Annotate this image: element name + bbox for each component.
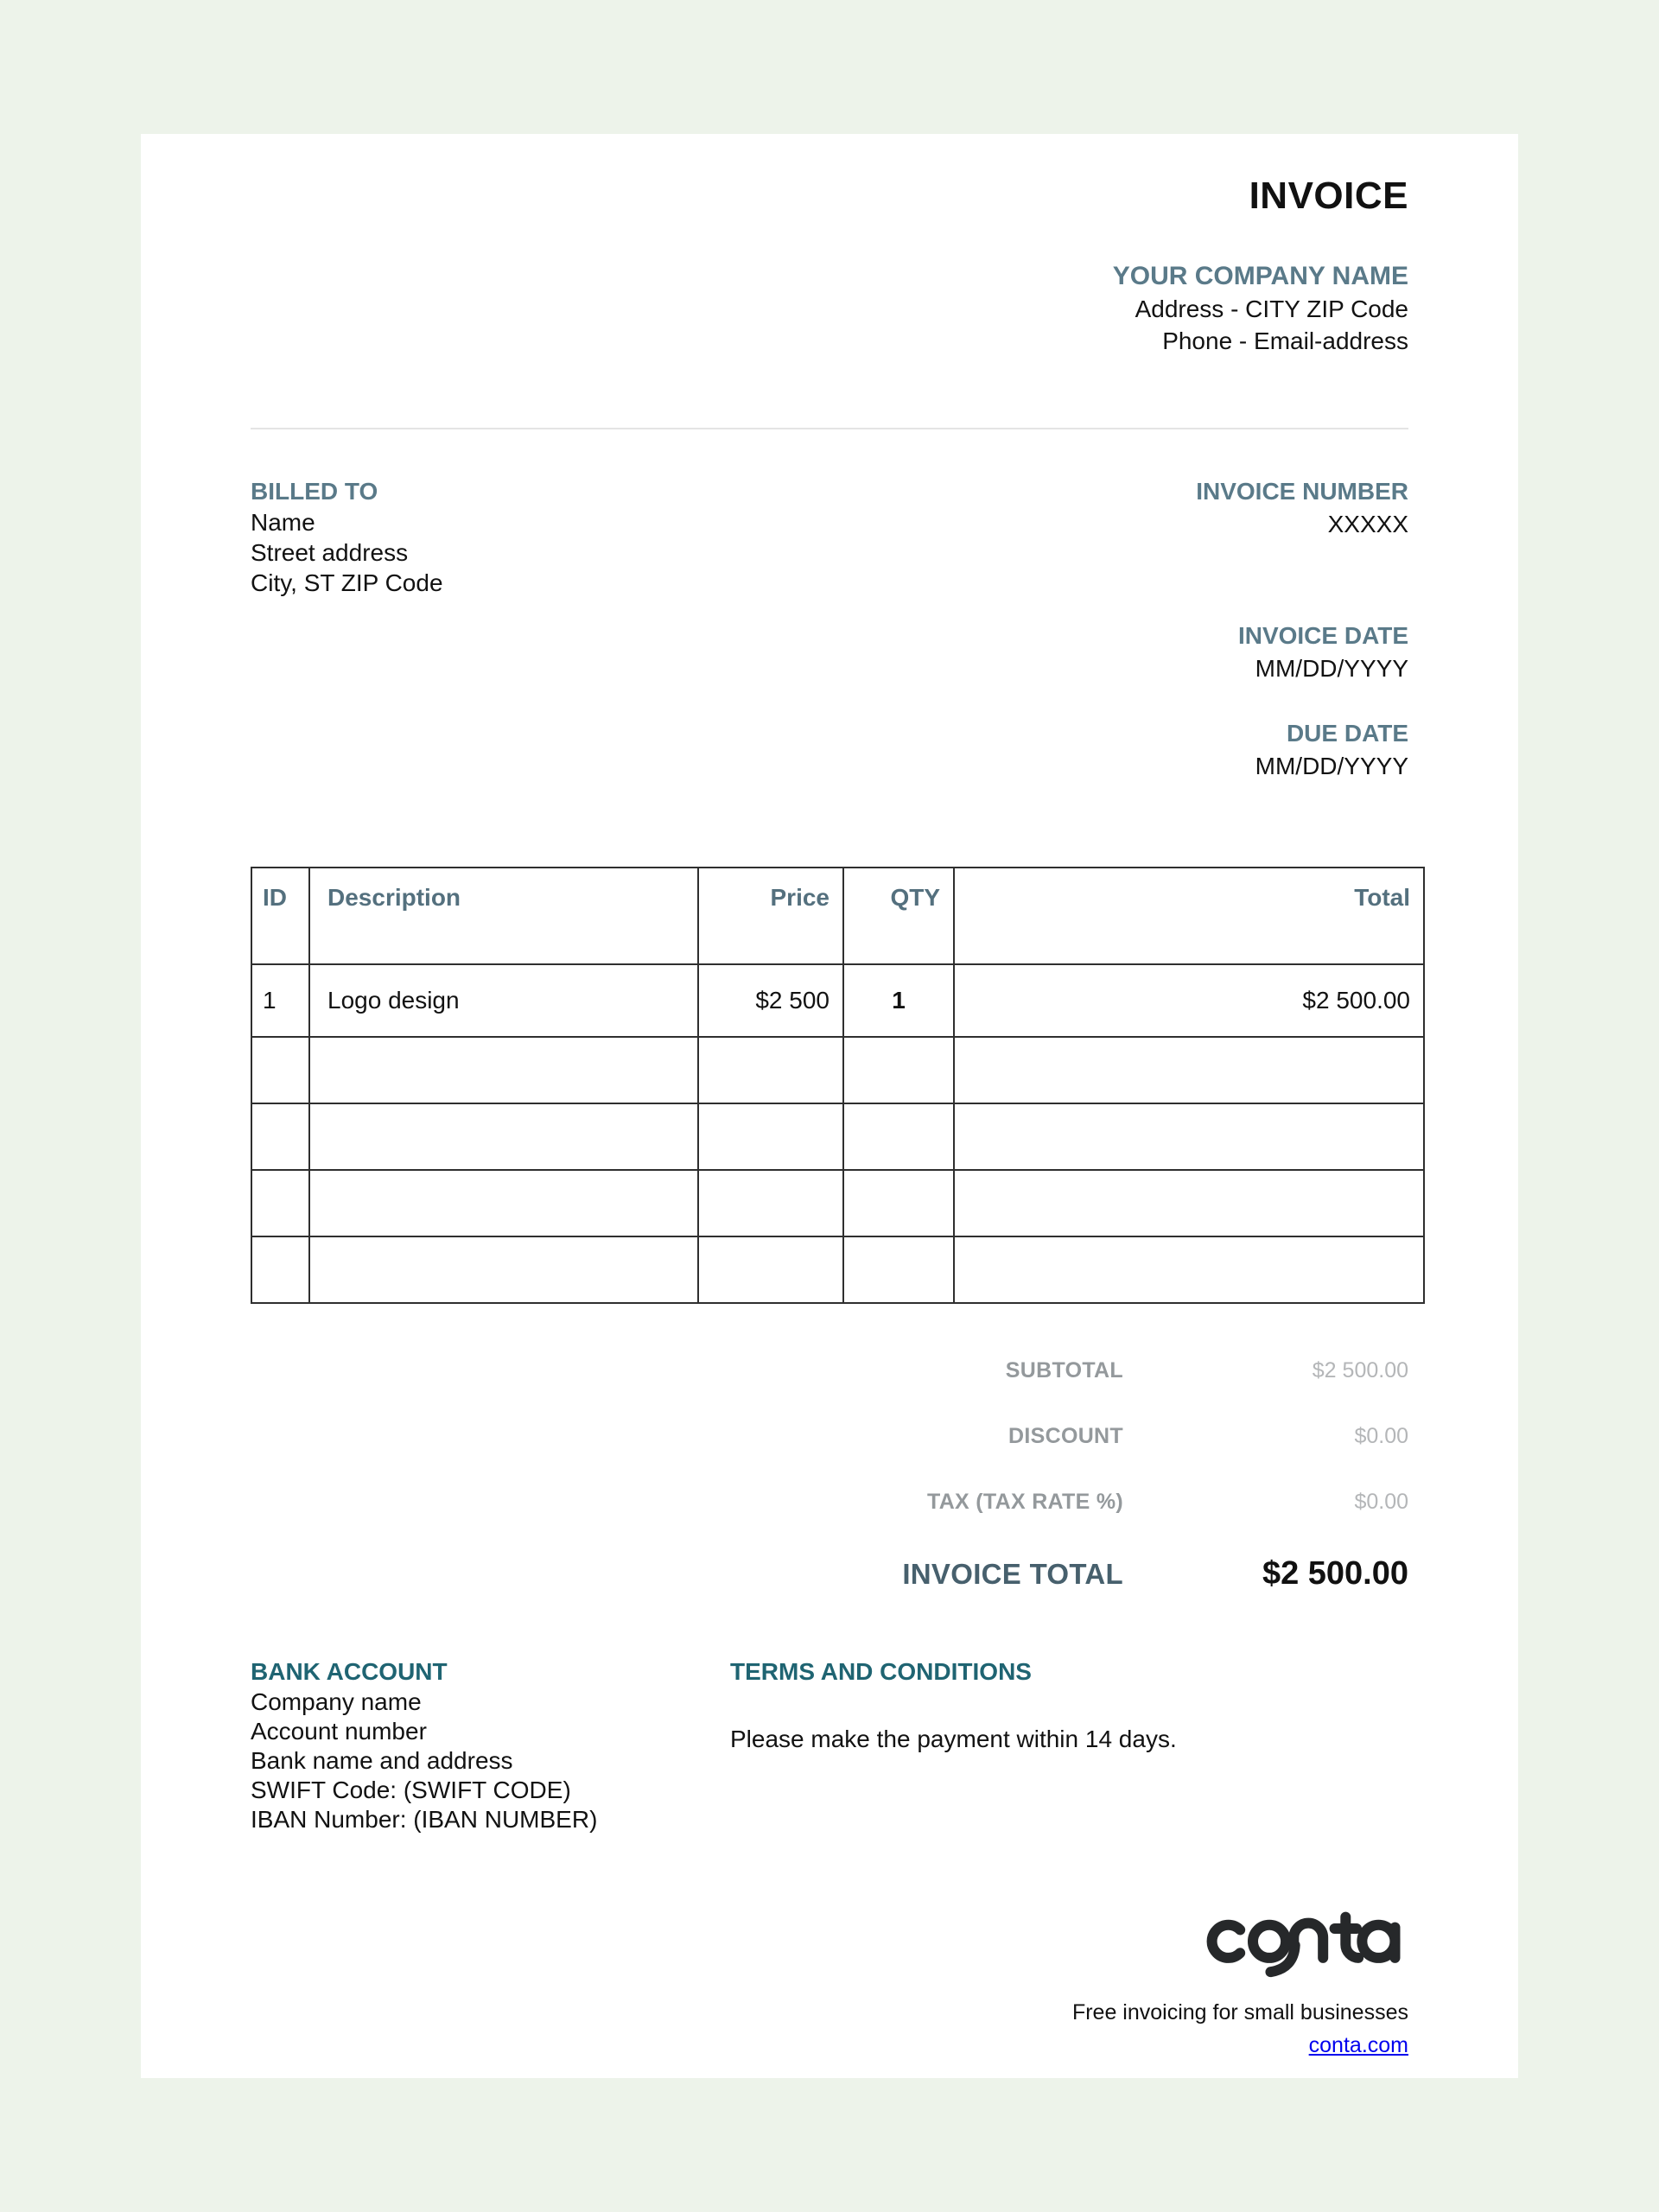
billed-to-street: Street address [251,539,409,566]
cell-id: 1 [251,964,309,1037]
empty-cell [954,1236,1424,1303]
invoice-total-label: INVOICE TOTAL [902,1558,1123,1590]
empty-cell [843,1103,954,1170]
header-divider [251,428,1408,429]
due-date-value: MM/DD/YYYY [1255,753,1408,779]
empty-cell [309,1037,698,1103]
header-qty: QTY [843,868,954,964]
tax-value: $0.00 [1354,1490,1408,1514]
cell-price: $2 500 [698,964,843,1037]
company-name: YOUR COMPANY NAME [1112,262,1408,290]
header-total: Total [954,868,1424,964]
invoice-number-value: XXXXX [1327,511,1408,537]
subtotal-value: $2 500.00 [1312,1358,1408,1382]
table-empty-row [251,1037,1424,1103]
line-items-table [251,867,1425,1304]
summary-block [902,1358,1408,1595]
bank-account-number: Account number [251,1718,427,1745]
table-empty-row [251,1236,1424,1303]
table-row [251,964,1424,1037]
empty-cell [251,1170,309,1236]
empty-cell [251,1037,309,1103]
header-price: Price [698,868,843,964]
cell-description: Logo design [309,964,698,1037]
company-address: Address - CITY ZIP Code [1135,296,1408,322]
billed-to-block [251,476,443,598]
tax-label: TAX (TAX RATE %) [926,1490,1123,1514]
terms-block [730,1656,1177,1754]
discount-value: $0.00 [1354,1424,1408,1448]
empty-cell [843,1037,954,1103]
billed-to-name: Name [251,509,315,536]
bank-name-address: Bank name and address [251,1747,513,1774]
tax-row [902,1490,1408,1516]
empty-cell [698,1170,843,1236]
cell-total: $2 500.00 [954,964,1424,1037]
bank-account-block [251,1656,597,1834]
invoice-date-group [1196,620,1408,685]
discount-label: DISCOUNT [1008,1424,1123,1448]
cell-qty: 1 [843,964,954,1037]
company-block [1113,260,1408,357]
footer-tagline: Free invoicing for small businesses [1071,2000,1408,2024]
discount-row [902,1424,1408,1450]
invoice-title: INVOICE [1249,175,1408,217]
company-contact: Phone - Email-address [1162,327,1408,354]
due-date-group [1196,718,1408,783]
subtotal-row [902,1358,1408,1384]
table-empty-row [251,1103,1424,1170]
table-header-row [251,868,1424,964]
bank-account-heading: BANK ACCOUNT [251,1658,448,1685]
bank-swift-code: SWIFT Code: (SWIFT CODE) [251,1777,571,1803]
billed-to-heading: BILLED TO [251,478,378,505]
empty-cell [309,1236,698,1303]
empty-cell [698,1236,843,1303]
header-id: ID [251,868,309,964]
empty-cell [954,1103,1424,1170]
empty-cell [954,1037,1424,1103]
invoice-meta-block [1196,476,1408,783]
conta-link[interactable]: conta.com [1308,2033,1408,2057]
subtotal-label: SUBTOTAL [1005,1358,1123,1382]
empty-cell [309,1103,698,1170]
invoice-number-group [1196,476,1408,541]
empty-cell [843,1236,954,1303]
invoice-date-value: MM/DD/YYYY [1255,655,1408,682]
invoice-card [141,134,1518,2078]
conta-logo [1201,1910,1408,1983]
empty-cell [843,1170,954,1236]
footer-link-row [1072,2032,1408,2058]
invoice-date-label: INVOICE DATE [1237,622,1408,649]
due-date-label: DUE DATE [1286,720,1408,747]
empty-cell [251,1236,309,1303]
empty-cell [954,1170,1424,1236]
terms-heading: TERMS AND CONDITIONS [730,1658,1032,1685]
billed-to-city: City, ST ZIP Code [251,569,443,596]
header-description: Description [309,868,698,964]
empty-cell [251,1103,309,1170]
invoice-number-label: INVOICE NUMBER [1196,478,1408,505]
bank-iban-number: IBAN Number: (IBAN NUMBER) [251,1806,598,1833]
invoice-total-row [902,1555,1408,1595]
empty-cell [698,1103,843,1170]
empty-cell [698,1037,843,1103]
footer [1072,1910,1408,2058]
terms-text: Please make the payment within 14 days. [730,1726,1177,1752]
table-empty-row [251,1170,1424,1236]
invoice-total-value: $2 500.00 [1262,1555,1408,1592]
bank-company-name: Company name [251,1688,422,1715]
empty-cell [309,1170,698,1236]
